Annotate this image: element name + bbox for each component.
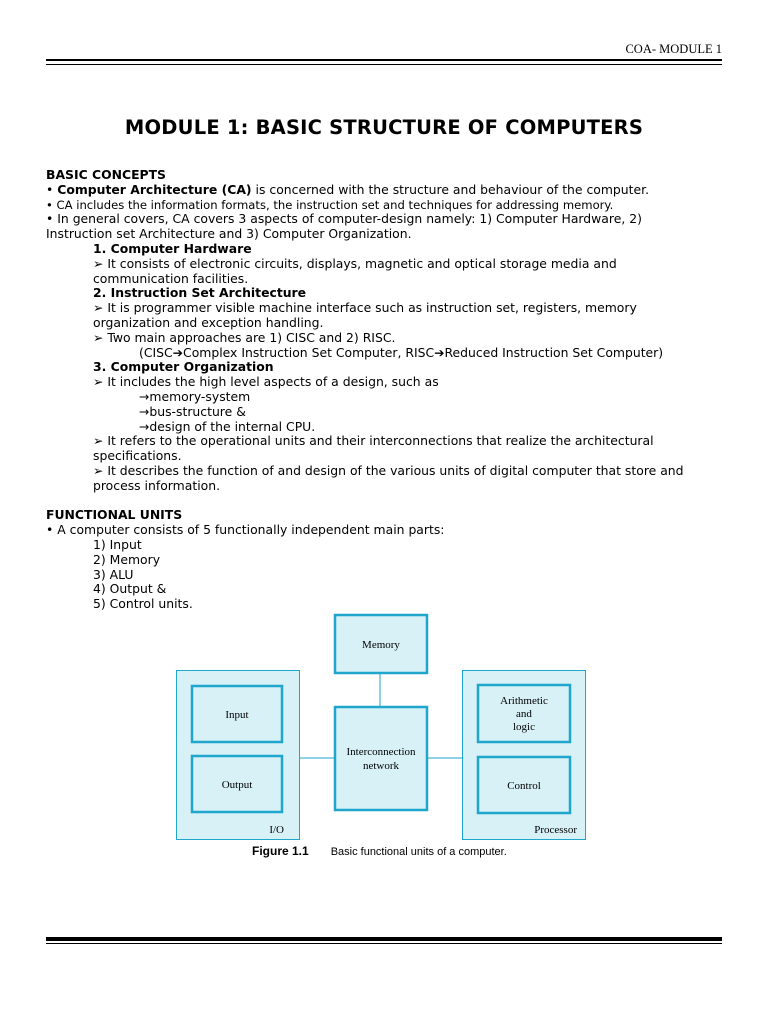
interconnection-label-line2: network <box>362 760 400 772</box>
functional-units-intro: • A computer consists of 5 functionally independent main parts: <box>46 522 445 538</box>
functional-unit-item: 5) Control units. <box>93 596 193 612</box>
functional-units-heading: FUNCTIONAL UNITS <box>46 507 183 523</box>
functional-unit-item: 2) Memory <box>93 551 161 567</box>
footer-rule-thin <box>46 943 722 944</box>
hardware-text-line2: communication facilities. <box>93 270 249 286</box>
io-label: I/O <box>269 824 284 836</box>
control-label: Control <box>507 780 541 792</box>
section-gap <box>46 494 726 509</box>
functional-unit-item: 4) Output & <box>93 581 167 597</box>
organization-text2-line1: ➢ It refers to the operational units and their interconnections that realize the architectural <box>93 433 654 449</box>
input-label: Input <box>225 709 249 721</box>
interconnection-label-line1: Interconnection <box>346 746 416 758</box>
processor-label: Processor <box>534 824 577 836</box>
organization-item: →design of the internal CPU. <box>139 418 316 434</box>
ca-term: Computer Architecture (CA) <box>57 181 252 197</box>
bullet-ca-aspects-line1: • In general covers, CA covers 3 aspects of computer-design namely: 1) Computer Hardware, 2) <box>46 211 642 227</box>
alu-label-line2: and <box>516 708 532 720</box>
document-body <box>46 168 726 612</box>
alu-label-line3: logic <box>513 721 535 733</box>
organization-text3-line1: ➢ It describes the function of and design of the various units of digital computer that store and <box>93 462 684 478</box>
organization-item: →memory-system <box>139 388 251 404</box>
functional-units-diagram <box>176 612 588 860</box>
hardware-heading: 1. Computer Hardware <box>93 240 252 256</box>
isa-cisc-risc: (CISC➔Complex Instruction Set Computer, RISC➔Reduced Instruction Set Computer) <box>139 344 664 360</box>
header-rule-thick <box>46 59 722 61</box>
header-module-label: COA- MODULE 1 <box>625 42 722 56</box>
ca-definition-text: is concerned with the structure and behaviour of the computer. <box>255 181 650 197</box>
interconnection-box <box>335 707 427 810</box>
organization-item: →bus-structure & <box>139 403 246 419</box>
organization-text2-line2: specifications. <box>93 448 182 464</box>
figure-number: Figure 1.1 <box>252 844 309 858</box>
basic-concepts-heading: BASIC CONCEPTS <box>46 167 166 182</box>
alu-label-line1: Arithmetic <box>500 695 548 707</box>
bullet-symbol: • <box>46 181 54 197</box>
bullet-ca-includes: • CA includes the information formats, the instruction set and techniques for addressing memory. <box>46 197 614 212</box>
isa-heading: 2. Instruction Set Architecture <box>93 285 307 301</box>
isa-text-line2: organization and exception handling. <box>93 314 324 330</box>
organization-heading: 3. Computer Organization <box>93 359 274 375</box>
header-rule-thin <box>46 64 722 65</box>
figure-caption <box>252 844 507 858</box>
bullet-ca-definition <box>46 183 726 198</box>
memory-label: Memory <box>362 639 400 651</box>
organization-text3-line2: process information. <box>93 477 221 493</box>
functional-unit-item: 1) Input <box>93 536 142 552</box>
page-title: MODULE 1: BASIC STRUCTURE OF COMPUTERS <box>124 116 644 139</box>
bullet-ca-aspects-line2: Instruction set Architecture and 3) Computer Organization. <box>46 226 412 242</box>
organization-text1: ➢ It includes the high level aspects of a design, such as <box>93 374 439 390</box>
isa-text-line1: ➢ It is programmer visible machine interface such as instruction set, registers, memory <box>93 300 637 316</box>
hardware-text-line1: ➢ It consists of electronic circuits, displays, magnetic and optical storage media and <box>93 255 617 271</box>
functional-unit-item: 3) ALU <box>93 566 134 582</box>
figure-caption-text: Basic functional units of a computer. <box>330 846 507 858</box>
footer-rule-thick <box>46 937 722 941</box>
output-label: Output <box>221 779 253 791</box>
isa-approaches: ➢ Two main approaches are 1) CISC and 2) RISC. <box>93 329 396 345</box>
